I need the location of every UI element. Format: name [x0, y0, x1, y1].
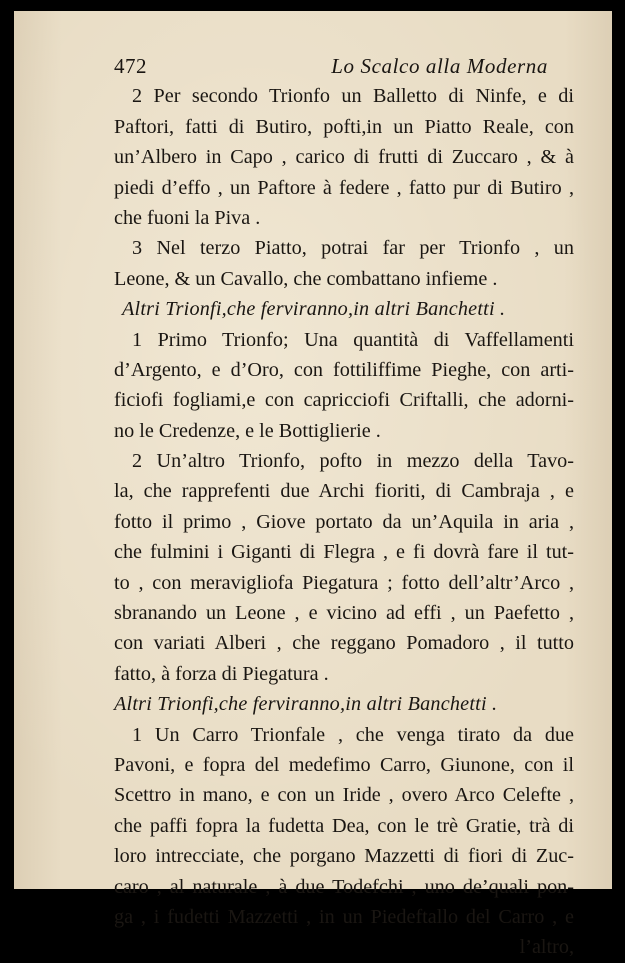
text-line: che paffi fopra la fudetta Dea, con le trè Gratie, trà di	[114, 814, 574, 837]
text-line: Pavoni, e fopra del medefimo Carro, Giunone, con il	[114, 753, 574, 776]
text-line: che fulmini i Giganti di Flegra , e fi dovrà fare il tut-	[114, 541, 574, 564]
text-line: loro intrecciate, che porgano Mazzetti di fiori di Zuc-	[114, 845, 574, 868]
text-line: caro , al naturale , à due Todefchi , uno de’quali pon-	[114, 875, 574, 898]
section-heading: Altri Trionfi,che ferviranno,in altri Banchetti .	[114, 693, 498, 716]
page-text	[114, 51, 574, 963]
text-line: fotto il primo , Giove portato da un’Aquila in aria ,	[114, 510, 574, 533]
text-line: piedi d’effo , un Paftore à federe , fatto pur di Butiro ,	[114, 176, 574, 199]
text-line: 1 Un Carro Trionfale , che venga tirato da due	[132, 723, 574, 746]
text-line: 2 Per secondo Trionfo un Balletto di Ninfe, e di	[132, 85, 574, 108]
book-page	[14, 11, 612, 959]
running-header	[114, 51, 574, 81]
text-line: 2 Un’altro Trionfo, pofto in mezzo della Tavo-	[132, 450, 574, 473]
text-line: con variati Alberi , che reggano Pomadoro , il tutto	[114, 632, 574, 655]
text-line: che fuoni la Piva .	[114, 206, 261, 229]
text-line: un’Albero in Capo , carico di frutti di Zuccaro , & à	[114, 146, 574, 169]
text-line: ficiofi fogliami,e con capricciofi Criftalli, che adorni-	[114, 389, 574, 412]
text-line: Leone, & un Cavallo, che combattano infieme .	[114, 267, 498, 290]
text-line: Scettro in mano, e con un Iride , overo Arco Celefte ,	[114, 784, 574, 807]
section-heading: Altri Trionfi,che ferviranno,in altri Banchetti .	[122, 298, 506, 321]
text-line: d’Argento, e d’Oro, con fottiliffime Pieghe, con arti-	[114, 358, 574, 381]
text-line: to , con meravigliofa Piegatura ; fotto dell’altr’Arco ,	[114, 571, 574, 594]
text-line: 3 Nel terzo Piatto, potrai far per Trionfo , un	[132, 237, 574, 260]
catchword: l’altro,	[519, 936, 574, 959]
running-title: Lo Scalco alla Moderna	[331, 54, 548, 78]
text-line: fatto, à forza di Piegatura .	[114, 662, 329, 685]
text-line: no le Credenze, e le Bottiglierie .	[114, 419, 381, 442]
text-line: ga , i fudetti Mazzetti , in un Piedeftallo del Carro , e	[114, 905, 574, 928]
page-number: 472	[114, 54, 147, 78]
text-line: la, che rapprefenti due Archi fioriti, di Cambraja , e	[114, 480, 574, 503]
text-line: sbranando un Leone , e vicino ad effi , un Paefetto ,	[114, 602, 574, 625]
text-line: 1 Primo Trionfo; Una quantità di Vaffellamenti	[132, 328, 574, 351]
text-line: Paftori, fatti di Butiro, pofti,in un Piatto Reale, con	[114, 115, 574, 138]
